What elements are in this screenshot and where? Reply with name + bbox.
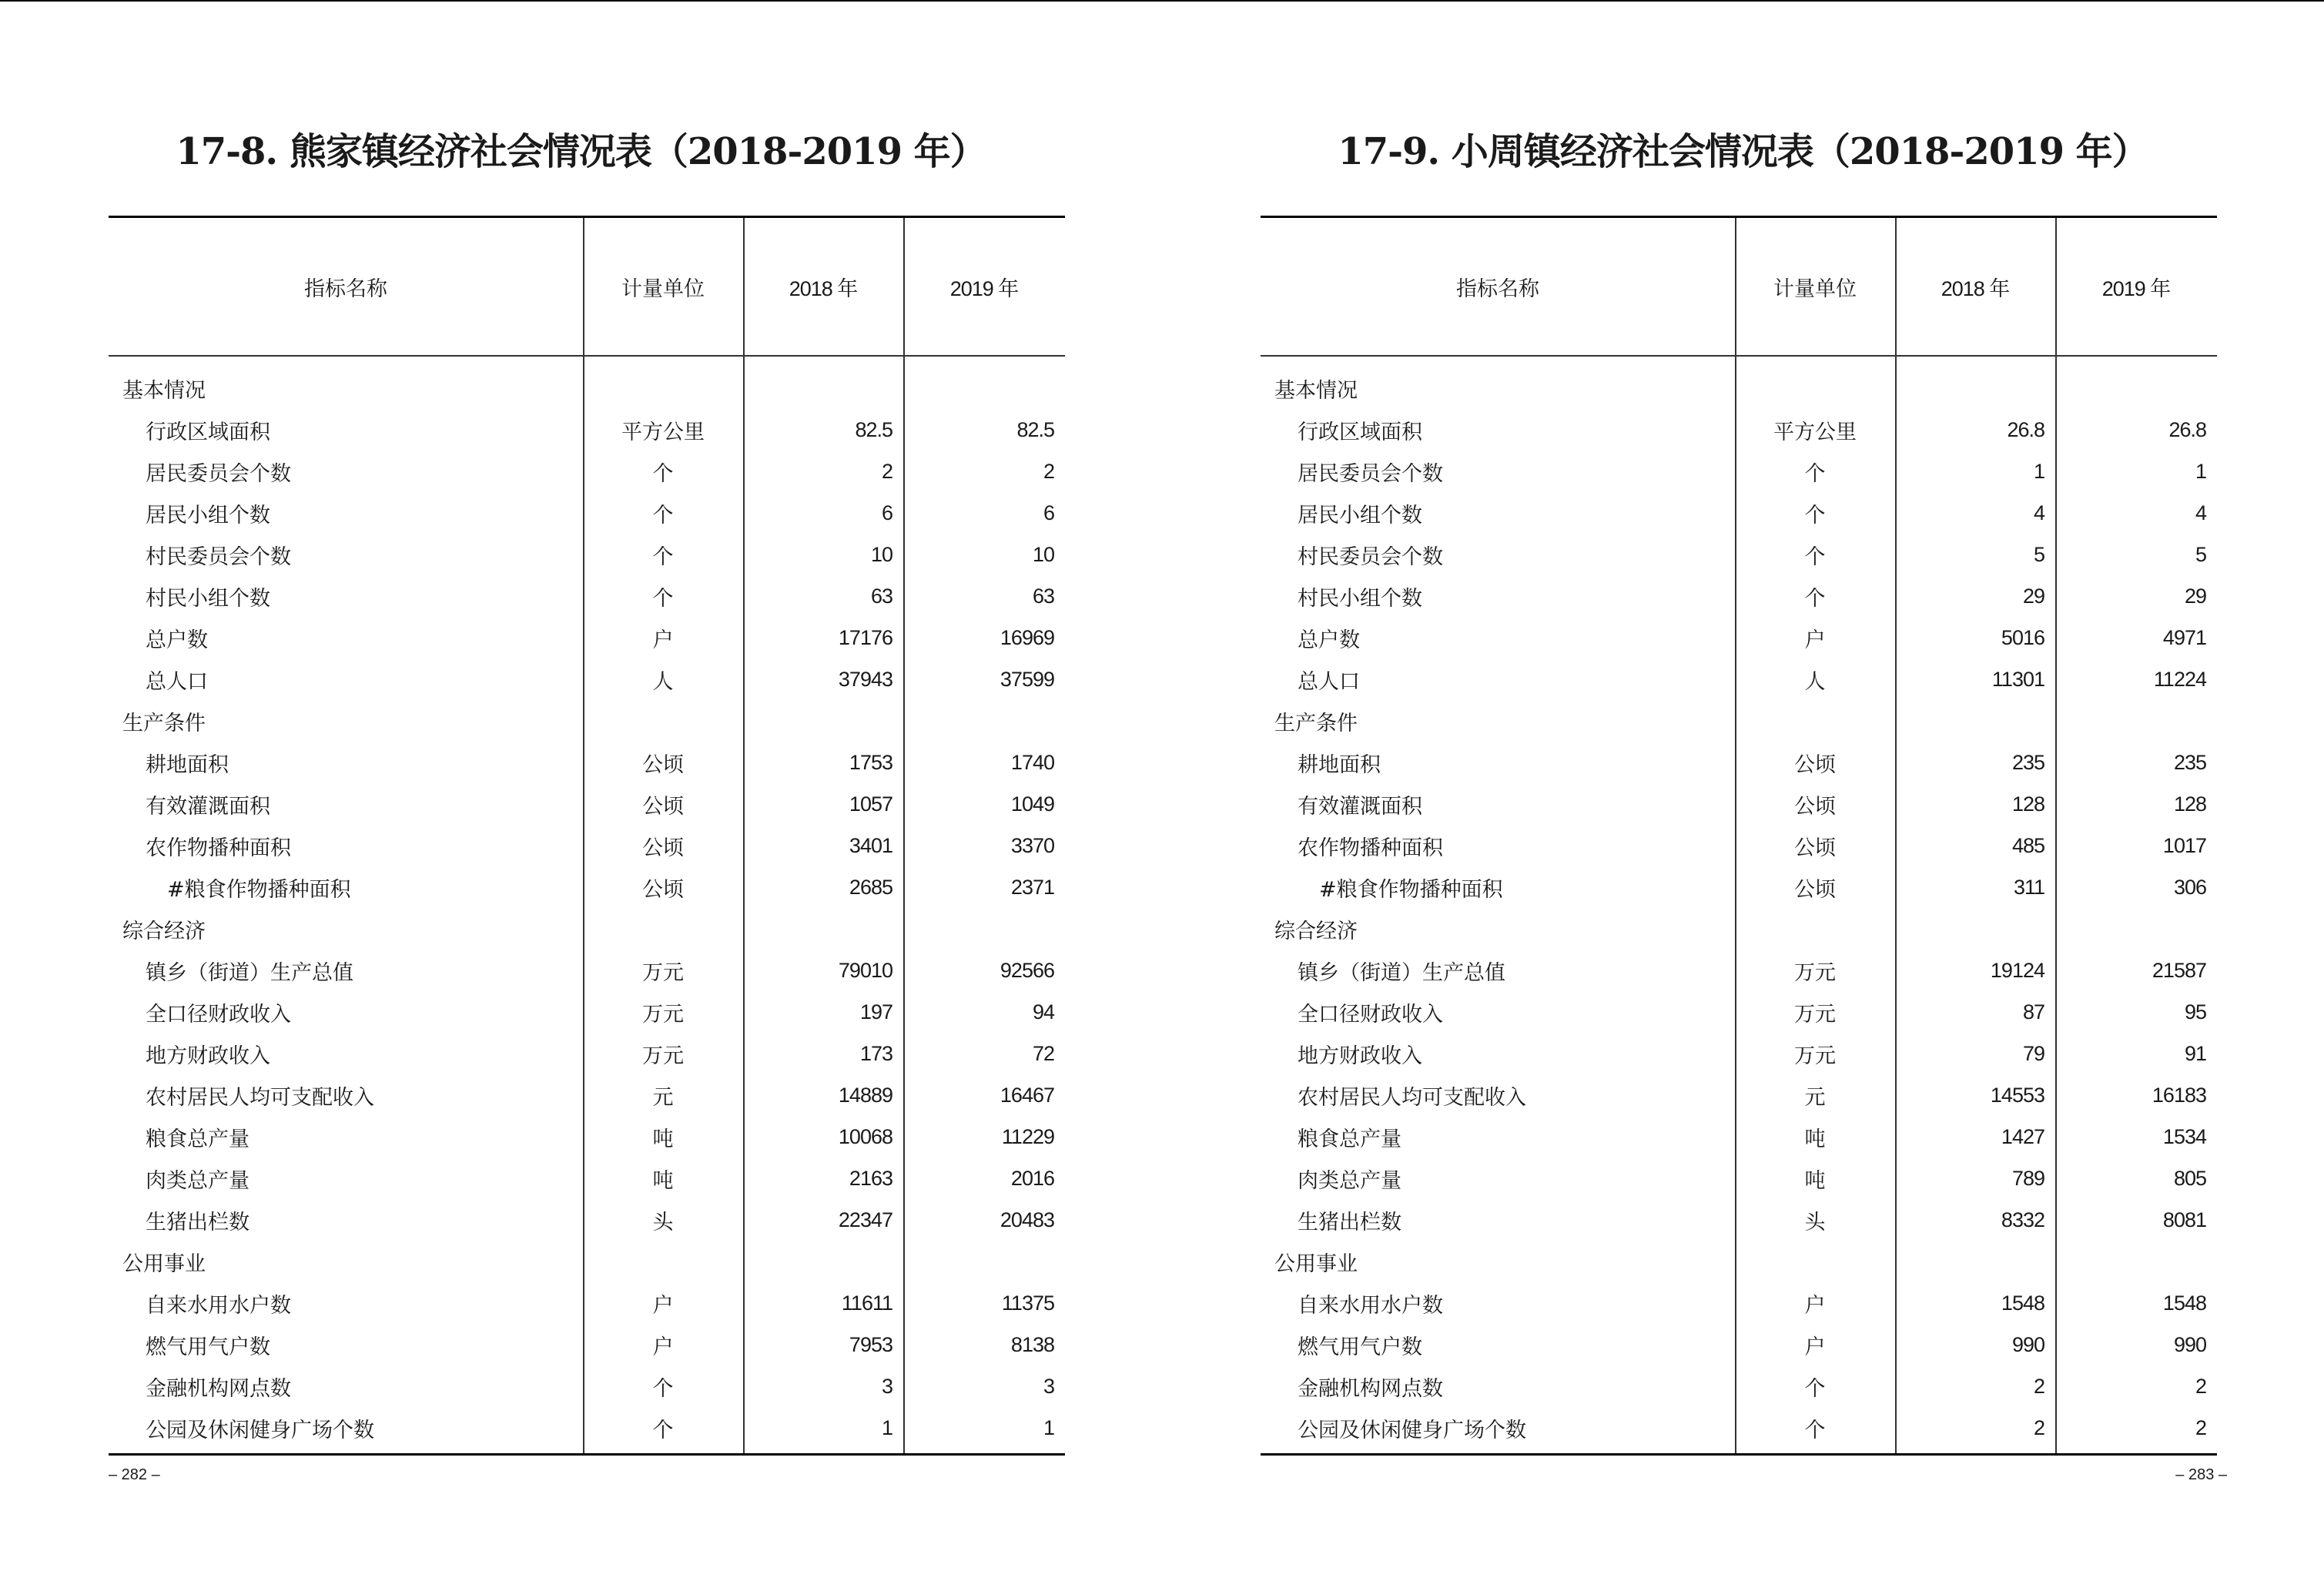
value-2019-cell: 26.8: [2168, 417, 2206, 441]
unit-cell: 公顷: [642, 836, 684, 860]
indicator-name: 村民小组个数: [1298, 586, 1422, 611]
unit-cell: 户: [652, 1293, 674, 1318]
column-divider: [2055, 218, 2057, 1453]
unit-cell: 个: [652, 1376, 674, 1401]
section-header-row: [1261, 700, 2217, 742]
section-header-row: [109, 367, 1065, 409]
unit-cell: 吨: [1804, 1168, 1826, 1193]
page-number: – 282 –: [109, 1466, 160, 1483]
value-2018-cell: 2685: [849, 875, 892, 899]
value-2019-cell: 2016: [1010, 1166, 1054, 1190]
table-row: [1261, 575, 2217, 617]
indicator-name: 农作物播种面积: [146, 836, 291, 860]
value-2018-cell: 485: [2011, 833, 2044, 857]
value-2019-cell: 16467: [1000, 1083, 1054, 1107]
indicator-name: 肉类总产量: [1298, 1168, 1401, 1193]
value-2019-cell: 72: [1032, 1041, 1054, 1065]
indicator-name: 生猪出栏数: [146, 1210, 249, 1235]
section-header-row: [1261, 1241, 2217, 1282]
indicator-name: 农作物播种面积: [1298, 836, 1443, 860]
value-2019-cell: 16969: [1000, 625, 1054, 649]
indicator-name: 金融机构网点数: [146, 1376, 291, 1401]
unit-cell: 公顷: [1794, 794, 1836, 819]
header-unit: 计量单位: [621, 276, 705, 301]
unit-cell: 个: [652, 461, 674, 486]
indicator-name: 村民委员会个数: [146, 544, 291, 569]
header-unit: 计量单位: [1773, 276, 1857, 301]
unit-cell: 公顷: [1794, 877, 1836, 902]
unit-cell: 元: [652, 1085, 674, 1110]
table-row: [1261, 1365, 2217, 1407]
value-2018-cell: 29: [2022, 584, 2044, 608]
indicator-name: 村民委员会个数: [1298, 544, 1443, 569]
value-2019-cell: 95: [2184, 1000, 2206, 1023]
unit-cell: 个: [1804, 544, 1826, 569]
table-row: [109, 783, 1065, 825]
value-2019-cell: 92566: [1000, 958, 1054, 982]
value-2018-cell: 10: [870, 542, 892, 566]
value-2018-cell: 79010: [838, 958, 892, 982]
value-2018-cell: 87: [2022, 1000, 2044, 1023]
value-2018-cell: 1548: [2001, 1291, 2044, 1315]
table-row: [1261, 950, 2217, 991]
value-2019-cell: 10: [1032, 542, 1054, 566]
unit-cell: 个: [652, 1418, 674, 1442]
indicator-name: 燃气用气户数: [1298, 1335, 1422, 1359]
value-2018-cell: 26.8: [2007, 417, 2044, 441]
value-2018-cell: 3: [881, 1374, 892, 1398]
unit-cell: 个: [1804, 586, 1826, 611]
indicator-name: 基本情况: [1274, 378, 1358, 403]
indicator-name: 有效灌溉面积: [146, 794, 270, 819]
value-2018-cell: 2: [2033, 1374, 2044, 1398]
unit-cell: 个: [652, 586, 674, 611]
unit-cell: 户: [1804, 1293, 1826, 1318]
indicator-name: 居民小组个数: [146, 503, 270, 528]
table-row: [1261, 409, 2217, 451]
indicator-name: 基本情况: [122, 378, 206, 403]
unit-cell: 头: [1804, 1210, 1826, 1235]
indicator-name: 公用事业: [122, 1251, 206, 1276]
value-2018-cell: 10068: [838, 1124, 892, 1148]
indicator-name: 行政区域面积: [146, 420, 270, 444]
value-2018-cell: 1753: [849, 750, 892, 774]
unit-cell: 个: [1804, 1418, 1826, 1442]
value-2018-cell: 8332: [2001, 1208, 2044, 1231]
indicator-name: 居民委员会个数: [1298, 461, 1443, 486]
value-2019-cell: 11224: [2153, 667, 2206, 691]
indicator-name: 地方财政收入: [1298, 1044, 1422, 1068]
table-row: [109, 825, 1065, 866]
value-2019-cell: 11375: [1001, 1291, 1054, 1315]
indicator-name: 燃气用气户数: [146, 1335, 270, 1359]
value-2019-cell: 2: [2195, 1374, 2206, 1398]
header-2019: 2019 年: [949, 276, 1019, 300]
value-2019-cell: 4971: [2162, 625, 2206, 649]
value-2019-cell: 29: [2184, 584, 2206, 608]
value-2018-cell: 82.5: [855, 417, 892, 441]
unit-cell: 万元: [642, 960, 684, 985]
unit-cell: 人: [652, 669, 674, 694]
indicator-name: 农村居民人均可支配收入: [146, 1085, 374, 1110]
indicator-name: 村民小组个数: [146, 586, 270, 611]
value-2019-cell: 4: [2195, 501, 2206, 524]
value-2019-cell: 91: [2184, 1041, 2206, 1065]
value-2018-cell: 14889: [838, 1083, 892, 1107]
unit-cell: 公顷: [642, 794, 684, 819]
value-2018-cell: 197: [859, 1000, 892, 1023]
unit-cell: 户: [1804, 1335, 1826, 1359]
table-header: [1261, 218, 2217, 357]
unit-cell: 万元: [1794, 1044, 1836, 1068]
header-indicator-name: 指标名称: [304, 276, 387, 301]
indicator-name: 粮食总产量: [1298, 1127, 1401, 1151]
table-row: [1261, 1033, 2217, 1074]
value-2018-cell: 22347: [838, 1208, 892, 1231]
table-row: [109, 617, 1065, 658]
table-row: [109, 451, 1065, 492]
value-2018-cell: 311: [2013, 875, 2044, 899]
unit-cell: 万元: [1794, 1002, 1836, 1027]
indicator-name: 耕地面积: [1298, 752, 1381, 777]
value-2019-cell: 990: [2173, 1332, 2206, 1356]
value-2019-cell: 306: [2173, 875, 2206, 899]
value-2018-cell: 789: [2011, 1166, 2044, 1190]
value-2019-cell: 5: [2195, 542, 2206, 566]
value-2019-cell: 82.5: [1016, 417, 1054, 441]
table-row: [1261, 534, 2217, 575]
value-2019-cell: 235: [2173, 750, 2206, 774]
indicator-name: 生产条件: [1274, 711, 1358, 735]
page-number: – 283 –: [2175, 1466, 2227, 1483]
table-row: [109, 1365, 1065, 1407]
unit-cell: 个: [1804, 1376, 1826, 1401]
table-row: [109, 991, 1065, 1033]
unit-cell: 个: [1804, 503, 1826, 528]
unit-cell: 个: [652, 503, 674, 528]
column-divider: [743, 218, 745, 1453]
indicator-name: 粮食总产量: [146, 1127, 249, 1151]
indicator-name: 居民小组个数: [1298, 503, 1422, 528]
value-2018-cell: 173: [859, 1041, 892, 1065]
value-2018-cell: 1427: [2001, 1124, 2044, 1148]
table-title: 17-9. 小周镇经济社会情况表（2018-2019 年）: [1338, 130, 2148, 173]
value-2018-cell: 63: [870, 584, 892, 608]
value-2019-cell: 94: [1032, 1000, 1054, 1023]
unit-cell: 户: [652, 1335, 674, 1359]
value-2019-cell: 1049: [1010, 792, 1054, 816]
indicator-name: 总人口: [1298, 669, 1360, 694]
section-header-row: [1261, 908, 2217, 950]
value-2018-cell: 6: [881, 501, 892, 524]
value-2018-cell: 14553: [1990, 1083, 2044, 1107]
table-row: [1261, 1282, 2217, 1324]
table-row: [1261, 742, 2217, 783]
indicator-name: 自来水用水户数: [1298, 1293, 1443, 1318]
indicator-name: 农村居民人均可支配收入: [1298, 1085, 1526, 1110]
unit-cell: 人: [1804, 669, 1826, 694]
value-2019-cell: 8138: [1010, 1332, 1054, 1356]
table-row: [109, 1199, 1065, 1241]
unit-cell: 公顷: [1794, 836, 1836, 860]
unit-cell: 吨: [652, 1127, 674, 1151]
indicator-name: 全口径财政收入: [1298, 1002, 1443, 1027]
value-2019-cell: 16183: [2152, 1083, 2206, 1107]
value-2019-cell: 1534: [2162, 1124, 2206, 1148]
indicator-name: 镇乡（街道）生产总值: [146, 960, 353, 985]
table-row: [1261, 866, 2217, 908]
table-row: [1261, 991, 2217, 1033]
value-2019-cell: 20483: [1000, 1208, 1054, 1231]
value-2018-cell: 11301: [1991, 667, 2044, 691]
value-2019-cell: 3370: [1010, 833, 1054, 857]
column-divider: [583, 218, 584, 1453]
indicator-name: 自来水用水户数: [146, 1293, 291, 1318]
table-row: [1261, 658, 2217, 700]
table-row: [1261, 1407, 2217, 1449]
indicator-name: 生产条件: [122, 711, 206, 735]
indicator-name: 综合经济: [122, 919, 206, 943]
indicator-name: 公园及休闲健身广场个数: [146, 1418, 374, 1442]
table-header: [109, 218, 1065, 357]
header-2018: 2018 年: [789, 276, 858, 300]
value-2019-cell: 1548: [2162, 1291, 2206, 1315]
value-2018-cell: 2163: [849, 1166, 892, 1190]
value-2019-cell: 2: [2195, 1415, 2206, 1439]
table-row: [109, 575, 1065, 617]
value-2019-cell: 11229: [1001, 1124, 1054, 1148]
table-body: [109, 357, 1065, 1453]
value-2019-cell: 21587: [2152, 958, 2206, 982]
value-2018-cell: 19124: [1990, 958, 2044, 982]
table-row: [109, 1157, 1065, 1199]
table-row: [1261, 1116, 2217, 1157]
value-2018-cell: 2: [2033, 1415, 2044, 1439]
value-2018-cell: 3401: [849, 833, 892, 857]
table-row: [1261, 1157, 2217, 1199]
unit-cell: 平方公里: [621, 420, 705, 444]
indicator-name: 地方财政收入: [146, 1044, 270, 1068]
indicator-name: #粮食作物播种面积: [1319, 877, 1503, 902]
value-2018-cell: 1057: [849, 792, 892, 816]
table-row: [1261, 783, 2217, 825]
section-header-row: [109, 908, 1065, 950]
value-2019-cell: 1017: [2162, 833, 2206, 857]
value-2019-cell: 128: [2173, 792, 2206, 816]
table-row: [109, 950, 1065, 991]
indicator-name: 生猪出栏数: [1298, 1210, 1401, 1235]
indicator-name: 全口径财政收入: [146, 1002, 291, 1027]
value-2018-cell: 79: [2022, 1041, 2044, 1065]
table-row: [109, 1074, 1065, 1116]
right-page: [1162, 0, 2324, 1588]
table-row: [1261, 825, 2217, 866]
unit-cell: 户: [1804, 628, 1826, 652]
value-2019-cell: 3: [1043, 1374, 1054, 1398]
value-2018-cell: 1: [881, 1415, 892, 1439]
unit-cell: 户: [652, 628, 674, 652]
value-2019-cell: 6: [1043, 501, 1054, 524]
value-2018-cell: 128: [2011, 792, 2044, 816]
table-row: [1261, 451, 2217, 492]
section-header-row: [109, 1241, 1065, 1282]
value-2019-cell: 1: [2195, 459, 2206, 483]
column-divider: [1735, 218, 1736, 1453]
value-2019-cell: 37599: [1000, 667, 1054, 691]
value-2018-cell: 17176: [838, 625, 892, 649]
unit-cell: 公顷: [642, 877, 684, 902]
value-2018-cell: 7953: [849, 1332, 892, 1356]
unit-cell: 个: [652, 544, 674, 569]
unit-cell: 万元: [1794, 960, 1836, 985]
section-header-row: [109, 700, 1065, 742]
indicator-name: 行政区域面积: [1298, 420, 1422, 444]
value-2018-cell: 235: [2011, 750, 2044, 774]
indicator-name: 总户数: [1298, 628, 1360, 652]
table-row: [1261, 617, 2217, 658]
header-indicator-name: 指标名称: [1456, 276, 1539, 301]
indicator-name: 镇乡（街道）生产总值: [1298, 960, 1505, 985]
table-row: [1261, 1074, 2217, 1116]
indicator-name: 有效灌溉面积: [1298, 794, 1422, 819]
value-2019-cell: 805: [2173, 1166, 2206, 1190]
header-2019: 2019 年: [2101, 276, 2171, 300]
unit-cell: 吨: [652, 1168, 674, 1193]
table-row: [109, 658, 1065, 700]
table-row: [109, 1324, 1065, 1365]
value-2018-cell: 2: [881, 459, 892, 483]
table-title: 17-8. 熊家镇经济社会情况表（2018-2019 年）: [176, 130, 986, 173]
table-row: [109, 409, 1065, 451]
value-2019-cell: 63: [1032, 584, 1054, 608]
table-row: [109, 742, 1065, 783]
column-divider: [903, 218, 905, 1453]
indicator-name: #粮食作物播种面积: [167, 877, 351, 902]
value-2019-cell: 1740: [1010, 750, 1054, 774]
table-row: [109, 1407, 1065, 1449]
header-2018: 2018 年: [1941, 276, 2010, 300]
value-2019-cell: 8081: [2162, 1208, 2206, 1231]
table-row: [1261, 1199, 2217, 1241]
unit-cell: 万元: [642, 1044, 684, 1068]
indicator-name: 金融机构网点数: [1298, 1376, 1443, 1401]
indicator-name: 肉类总产量: [146, 1168, 249, 1193]
unit-cell: 公顷: [1794, 752, 1836, 777]
table-row: [109, 1033, 1065, 1074]
table-row: [109, 1116, 1065, 1157]
unit-cell: 万元: [642, 1002, 684, 1027]
value-2018-cell: 990: [2011, 1332, 2044, 1356]
value-2018-cell: 1: [2033, 459, 2044, 483]
section-header-row: [1261, 367, 2217, 409]
indicator-name: 总人口: [146, 669, 208, 694]
table-row: [109, 492, 1065, 534]
indicator-name: 居民委员会个数: [146, 461, 291, 486]
table-row: [1261, 492, 2217, 534]
unit-cell: 个: [1804, 461, 1826, 486]
indicator-name: 综合经济: [1274, 919, 1358, 943]
unit-cell: 公顷: [642, 752, 684, 777]
unit-cell: 吨: [1804, 1127, 1826, 1151]
stats-table: [1261, 216, 2217, 1456]
unit-cell: 元: [1804, 1085, 1826, 1110]
table-body: [1261, 357, 2217, 1453]
indicator-name: 公用事业: [1274, 1251, 1358, 1276]
indicator-name: 公园及休闲健身广场个数: [1298, 1418, 1526, 1442]
value-2018-cell: 5: [2033, 542, 2044, 566]
value-2018-cell: 11611: [841, 1291, 892, 1315]
unit-cell: 平方公里: [1773, 420, 1857, 444]
value-2019-cell: 2: [1043, 459, 1054, 483]
value-2019-cell: 1: [1043, 1415, 1054, 1439]
stats-table: [109, 216, 1065, 1456]
table-row: [109, 1282, 1065, 1324]
column-divider: [1895, 218, 1897, 1453]
value-2018-cell: 4: [2033, 501, 2044, 524]
indicator-name: 总户数: [146, 628, 208, 652]
value-2018-cell: 37943: [838, 667, 892, 691]
table-row: [109, 866, 1065, 908]
unit-cell: 头: [652, 1210, 674, 1235]
value-2019-cell: 2371: [1010, 875, 1054, 899]
value-2018-cell: 5016: [2001, 625, 2044, 649]
indicator-name: 耕地面积: [146, 752, 229, 777]
table-row: [1261, 1324, 2217, 1365]
table-row: [109, 534, 1065, 575]
